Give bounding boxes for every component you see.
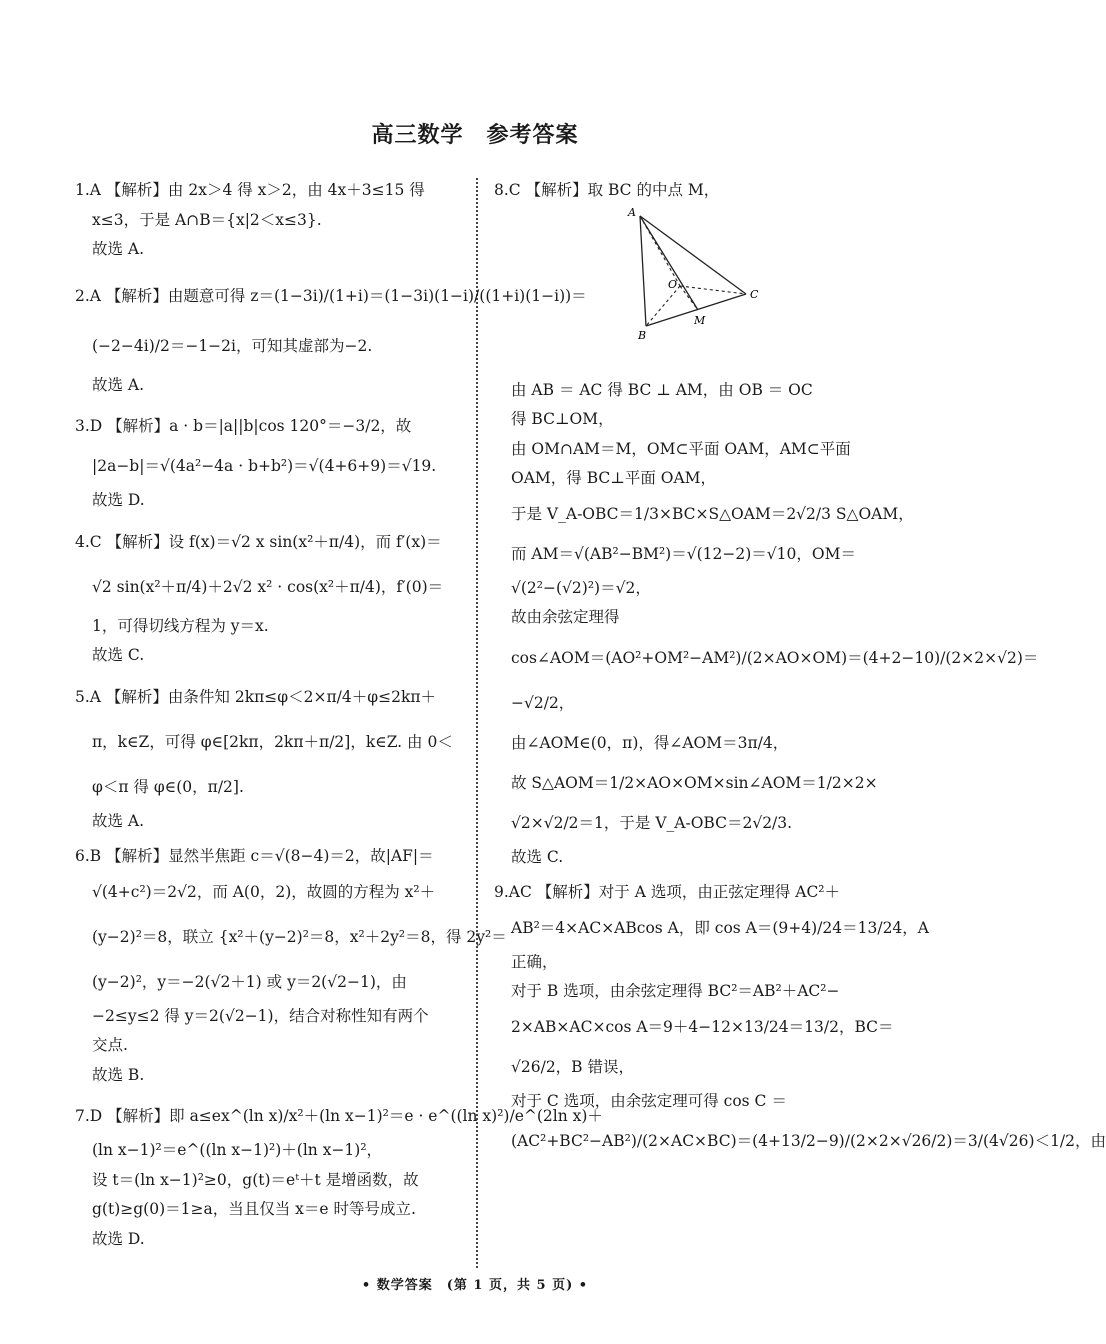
answer-line: 3.D 【解析】a · b＝|a||b|cos 120°＝−3/2，故 (75, 417, 412, 435)
answer-line: 5.A 【解析】由条件知 2kπ≤φ＜2×π/4＋φ≤2kπ＋ (75, 687, 437, 706)
vertex-label-B: B (638, 328, 647, 342)
answer-line: (ln x−1)²＝e^((ln x−1)²)＋(ln x−1)²， (92, 1141, 383, 1159)
answer-8-head: 8.C 【解析】取 BC 的中点 M， (494, 181, 720, 199)
answer-line: 由 OM∩AM＝M，OM⊂平面 OAM，AM⊂平面 (511, 439, 851, 458)
edge-AB (640, 216, 646, 326)
answer-line: 4.C 【解析】设 f(x)＝√2 x sin(x²＋π/4)，而 f′(x)＝ (75, 532, 442, 551)
answer-line: 2×AB×AC×cos A＝9＋4−12×13/24＝13/2，BC＝ (511, 1017, 894, 1036)
answer-line: 由 AB ＝ AC 得 BC ⊥ AM，由 OB ＝ OC (511, 380, 813, 399)
edge-AO (640, 216, 680, 286)
answer-line: 7.D 【解析】即 a≤ex^(ln x)/x²＋(ln x−1)²＝e · e^((ln x)²)/e^(2ln x)＋ (75, 1107, 603, 1125)
answer-line: 对于 C 选项，由余弦定理可得 cos C ＝ (511, 1091, 787, 1110)
answer-line: 故选 C. (511, 847, 564, 866)
answer-line: (−2−4i)/2＝−1−2i，可知其虚部为−2. (92, 336, 373, 355)
answer-line: π，k∈Z，可得 φ∈[2kπ，2kπ＋π/2]，k∈Z. 由 0＜ (92, 732, 453, 751)
answer-line: 设 t＝(ln x−1)²≥0，g(t)＝eᵗ＋t 是增函数，故 (92, 1170, 419, 1189)
answer-line: OAM，得 BC⊥平面 OAM， (511, 469, 717, 487)
answer-line: x≤3，于是 A∩B＝{x|2＜x≤3}. (92, 210, 322, 229)
answer-line: |2a−b|＝√(4a²−4a · b+b²)＝√(4+6+9)＝√19. (92, 457, 437, 475)
vertex-label-A: A (628, 205, 636, 219)
answer-line: 故选 C. (92, 646, 145, 664)
answer-9 (494, 878, 1106, 1166)
vertex-label-M: M (694, 313, 706, 327)
answer-line: φ＜π 得 φ∈(0，π/2]. (92, 777, 244, 796)
answer-line: 1，可得切线方程为 y＝x. (92, 616, 269, 635)
answer-line: 得 BC⊥OM， (511, 410, 614, 428)
edge-AM (640, 216, 698, 310)
right-column (494, 176, 1106, 1172)
answer-line: 2.A 【解析】由题意可得 z＝(1−3i)/(1+i)＝(1−3i)(1−i)/((1+i)(1−i))＝ (75, 286, 587, 305)
answer-line: −√2/2， (511, 693, 575, 712)
answer-line: 故 S△AOM＝1/2×AO×OM×sin∠AOM＝1/2×2× (511, 773, 878, 792)
answer-line: 对于 B 选项，由余弦定理得 BC²＝AB²＋AC²− (511, 982, 840, 1000)
answer-line: √26/2，B 错误， (511, 1057, 635, 1076)
answer-line: 正确， (511, 952, 558, 971)
answer-line: √(2²−(√2)²)＝√2， (511, 578, 651, 597)
answer-5 (75, 677, 460, 837)
answer-line: (y−2)²＝8，联立 {x²＋(y−2)²＝8，x²＋2y²＝8，得 2y²＝ (92, 927, 507, 946)
edge-AC (640, 216, 746, 294)
answer-1 (75, 176, 460, 265)
answer-line: √2 sin(x²＋π/4)＋2√2 x² · cos(x²＋π/4)，f′(0)＝ (92, 577, 444, 596)
answer-line: 故选 A. (92, 811, 145, 830)
answer-line: 交点. (92, 1036, 128, 1054)
answer-line: 故由余弦定理得 (511, 608, 620, 626)
answer-line: cos∠AOM＝(AO²+OM²−AM²)/(2×AO×OM)＝(4+2−10)/(2×2×√2)＝ (511, 648, 1039, 667)
answer-line: √(4+c²)＝2√2，而 A(0，2)，故圆的方程为 x²＋ (92, 882, 436, 901)
vertex-label-O: O (668, 277, 678, 291)
answer-2 (75, 271, 587, 401)
answer-line: 故选 A. (92, 240, 145, 258)
answer-7 (75, 1096, 603, 1254)
answer-line: 而 AM＝√(AB²−BM²)＝√(12−2)＝√10，OM＝ (511, 544, 856, 563)
answer-line: 故选 A. (92, 375, 145, 394)
vertex-label-C: C (750, 287, 759, 301)
edge-OM (680, 286, 698, 310)
answer-line: −2≤y≤2 得 y＝2(√2−1)，结合对称性知有两个 (92, 1006, 429, 1025)
answer-line: (AC²+BC²−AB²)/(2×AC×BC)＝(4+13/2−9)/(2×2×√26/2)＝3/(4√26)＜1/2，由 (511, 1132, 1106, 1150)
tetrahedron-figure (494, 206, 886, 376)
answer-line: √2×√2/2＝1，于是 V_A-OBC＝2√2/3. (511, 813, 793, 832)
answer-6 (75, 842, 507, 1090)
answer-line: 9.AC 【解析】对于 A 选项，由正弦定理得 AC²＋ (494, 883, 841, 901)
page-footer: • 数学答案 (第 1 页，共 5 页) • (361, 1278, 589, 1293)
answer-line: 于是 V_A-OBC＝1/3×BC×S△OAM＝2√2/3 S△OAM， (511, 504, 914, 523)
answer-line: 由∠AOM∈(0，π)，得∠AOM＝3π/4， (511, 733, 789, 752)
answer-line: 故选 B. (92, 1065, 145, 1084)
page-title: 高三数学 参考答案 (371, 122, 579, 148)
answer-line: 6.B 【解析】显然半焦距 c＝√(8−4)＝2，故|AF|＝ (75, 847, 434, 865)
answer-line: g(t)≥g(0)＝1≥a，当且仅当 x＝e 时等号成立. (92, 1200, 416, 1218)
answer-8-body (494, 376, 1039, 873)
answer-line: (y−2)²，y＝−2(√2＋1) 或 y＝2(√2−1)，由 (92, 972, 407, 991)
tetrahedron-diagram (614, 206, 764, 341)
answer-line: AB²＝4×AC×ABcos A，即 cos A＝(9+4)/24＝13/24，A (511, 918, 929, 937)
answer-line: 故选 D. (92, 1229, 145, 1248)
answer-line: 1.A 【解析】由 2x＞4 得 x＞2，由 4x＋3≤15 得 (75, 181, 425, 199)
answer-3 (75, 406, 460, 516)
answer-4 (75, 522, 460, 671)
column-divider (476, 178, 478, 1268)
answer-line: 故选 D. (92, 491, 145, 509)
